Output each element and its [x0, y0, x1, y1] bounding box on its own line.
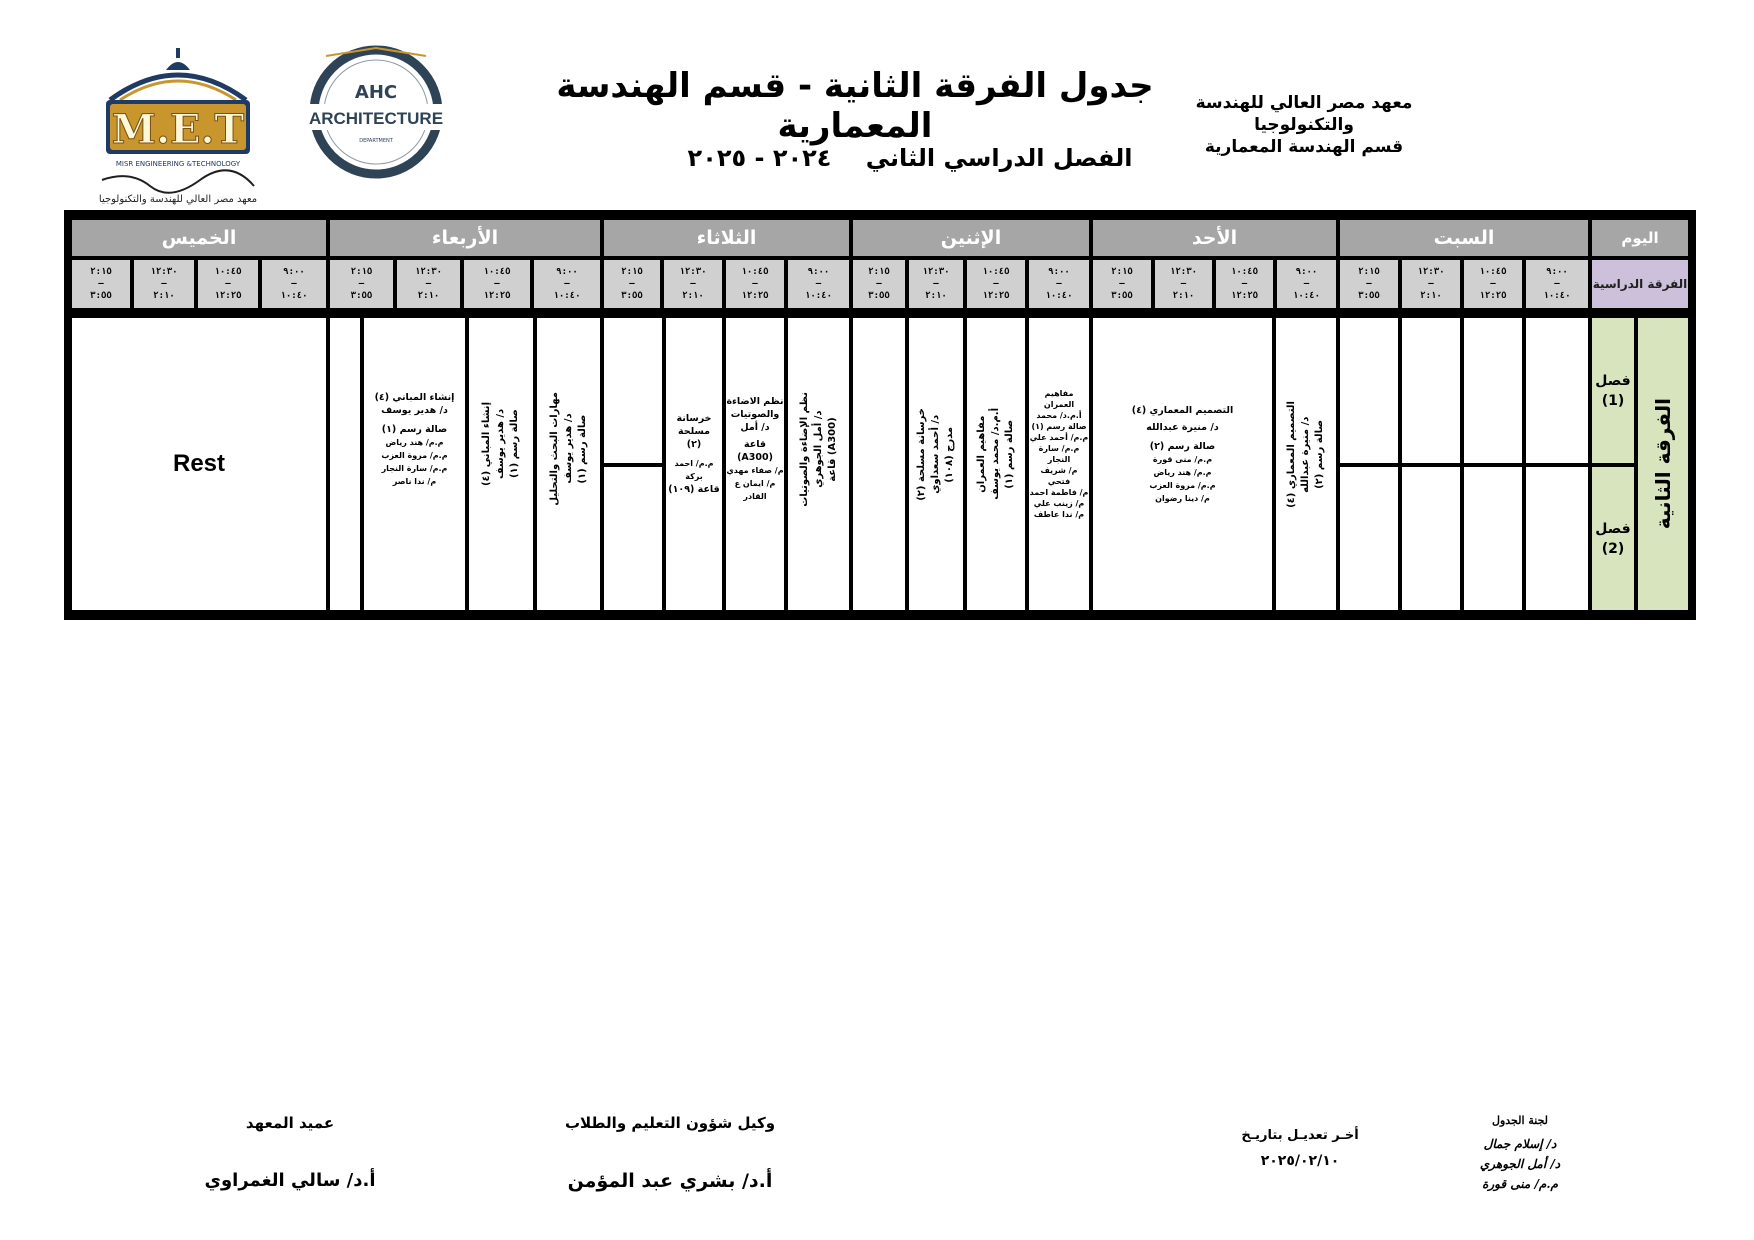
group-column-label: الفرقة الدراسية — [1592, 260, 1688, 308]
met-logo-text: M.E.T — [111, 106, 245, 153]
section-2-label: فصل (2) — [1592, 467, 1634, 610]
arch-sub: DEPARTMENT — [359, 138, 393, 144]
page-title: جدول الفرقة الثانية - قسم الهندسة المعمارية — [556, 66, 1154, 146]
met-arabic: معهد مصر العالي للهندسة والتكنولوجيا — [98, 194, 258, 205]
rest-label: Rest — [172, 450, 226, 477]
day-header-wednesday: الأربعاء — [330, 220, 600, 256]
committee-title: لجنة الجدول — [1491, 1114, 1549, 1127]
arch-mark: AHC — [354, 82, 398, 103]
last-modified-block — [1180, 1128, 1420, 1169]
institute-name — [1154, 92, 1454, 158]
schedule-cell-empty — [1402, 467, 1460, 610]
vice-dean-title: وكيل شؤون التعليم والطلاب — [564, 1114, 776, 1132]
rest-cell — [72, 318, 326, 610]
time-slot: ١٢:٣٠ — ٢:١٠ — [1155, 260, 1212, 308]
time-slot: ١٠:٤٥ — ١٢:٢٥ — [1464, 260, 1522, 308]
dean-name: أ.د/ سالي الغمراوي — [204, 1170, 376, 1191]
semester-label: الفصل الدراسي الثاني — [865, 144, 1133, 172]
time-slot: ١٠:٤٥ — ١٢:٢٥ — [967, 260, 1025, 308]
time-slot: ٩:٠٠ — ١٠:٤٠ — [1526, 260, 1588, 308]
day-header-saturday: السبت — [1340, 220, 1588, 256]
schedule-cell-empty — [1340, 467, 1398, 610]
committee-block — [1440, 1114, 1600, 1191]
day-header-thursday: الخميس — [72, 220, 326, 256]
met-logo — [90, 30, 266, 206]
lecture-building-construction-vertical: إنشاء المباني (٤) د/ هدير يوسف صالة رسم (١) — [469, 318, 533, 610]
schedule-cell-empty — [1526, 318, 1588, 463]
day-header-sunday: الأحد — [1093, 220, 1336, 256]
time-slot: ١٢:٣٠ — ٢:١٠ — [664, 260, 722, 308]
lecture-building-construction: إنشاء المباني (٤) د/ هدير يوسف صالة رسم (١) م.م/ هند رياض م.م/ مروة العزب م.م/ سارة النجار م/ ندا ناصر — [364, 318, 465, 610]
time-slot: ١٠:٤٥ — ١٢:٢٥ — [1216, 260, 1273, 308]
time-slot: ٩:٠٠ — ١٠:٤٠ — [534, 260, 600, 308]
schedule-cell-empty — [330, 318, 360, 610]
schedule-cell-empty — [853, 318, 905, 610]
committee-member: م.م/ منى قورة — [1482, 1177, 1558, 1191]
time-slot: ١٢:٣٠ — ٢:١٠ — [1402, 260, 1460, 308]
time-slot: ١٠:٤٥ — ١٢:٢٥ — [726, 260, 784, 308]
last-modified-date: ٢٠٢٥/٠٢/١٠ — [1260, 1153, 1340, 1169]
institute-line2: قسم الهندسة المعمارية — [1204, 137, 1404, 157]
lecture-research-skills: مهارات البحث والتحليل د/ هدير يوسف صالة رسم (١) — [537, 318, 600, 610]
schedule-cell-empty — [604, 318, 662, 463]
time-slot: ١٢:٣٠ — ٢:١٠ — [909, 260, 963, 308]
time-slot: ٩:٠٠ — ١٠:٤٠ — [1029, 260, 1089, 308]
dean-title: عميد المعهد — [245, 1114, 335, 1132]
schedule-cell-empty — [1464, 318, 1522, 463]
schedule-cell-empty — [1402, 318, 1460, 463]
vice-dean-block — [500, 1114, 840, 1192]
time-slot: ١٠:٤٥ — ١٢:٢٥ — [198, 260, 258, 308]
lecture-lighting-acoustics-vertical: نظم الإضاءة والصوتيات د/ أمل الجوهري قاعة (A300) — [788, 318, 849, 610]
time-slot: ٢:١٥ — ٣:٥٥ — [604, 260, 660, 308]
time-slot: ٢:١٥ — ٣:٥٥ — [72, 260, 130, 308]
academic-years: ٢٠٢٤ - ٢٠٢٥ — [687, 144, 832, 172]
vice-dean-name: أ.د/ بشري عبد المؤمن — [567, 1170, 773, 1192]
schedule-cell-empty — [604, 467, 662, 610]
day-header-monday: الإثنين — [853, 220, 1089, 256]
day-header-tuesday: الثلاثاء — [604, 220, 849, 256]
last-modified-label: أخـر تعديـل بتاريـخ — [1241, 1128, 1359, 1143]
time-slot: ٢:١٥ — ٣:٥٥ — [853, 260, 905, 308]
time-slot: ٩:٠٠ — ١٠:٤٠ — [788, 260, 849, 308]
institute-line1: معهد مصر العالي للهندسة والتكنولوجيا — [1195, 93, 1413, 135]
time-slot: ١٢:٣٠ — ٢:١٠ — [397, 260, 460, 308]
architecture-logo — [286, 40, 466, 180]
arch-text: ARCHITECTURE — [308, 109, 444, 128]
lecture-urban-concepts: مفاهيم العمران أ.م.د/ محمد صالة رسم (١) م.م/ أحمد علي م.م/ سارة النجار م/ شريف فتحي م/ فاطمة احمد م/ زينب علي م/ ندا عاطف — [1029, 318, 1089, 610]
committee-member: د/ إسلام جمال — [1483, 1137, 1557, 1151]
time-slot: ٩:٠٠ — ١٠:٤٠ — [262, 260, 326, 308]
semester-line — [660, 144, 1160, 172]
committee-member: د/ أمل الجوهري — [1479, 1157, 1561, 1171]
schedule-cell-empty — [1340, 318, 1398, 463]
met-tagline: MISR ENGINEERING &TECHNOLOGY — [115, 160, 241, 168]
lecture-architectural-design: التصميم المعماري (٤) د/ منيرة عبدالله صالة رسم (٢) م.م/ منى قورة م.م/ هند رياض م.م/ مروة العزب م/ دينا رضوان — [1093, 318, 1272, 610]
dean-block — [170, 1114, 410, 1191]
time-slot: ٩:٠٠ — ١٠:٤٠ — [1277, 260, 1336, 308]
schedule-cell-empty — [1526, 467, 1588, 610]
schedule-cell-empty — [1464, 467, 1522, 610]
timetable — [64, 210, 1696, 620]
lecture-architectural-design-vertical: التصميم المعماري (٤) د/ منيرة عبدالله صالة رسم (٢) — [1276, 318, 1336, 610]
day-column-label: اليوم — [1592, 220, 1688, 256]
time-slot: ١٢:٣٠ — ٢:١٠ — [134, 260, 194, 308]
lecture-urban-concepts-vertical: مفاهيم العمران أ.م.د/ محمد يوسف صالة رسم (١) — [967, 318, 1025, 610]
section-1-label: فصل (1) — [1592, 318, 1634, 463]
time-slot: ٢:١٥ — ٣:٥٥ — [330, 260, 393, 308]
lecture-reinforced-concrete: خرسانة مسلحة (٢) م.م/ احمد بركة قاعة (١٠٩) — [666, 318, 722, 610]
time-slot: ١٠:٤٥ — ١٢:٢٥ — [464, 260, 530, 308]
lecture-reinforced-concrete-vertical: خرسانة مسلحة (٢) د/ أحمد سعداوي مدرج (١٠٨) — [909, 318, 963, 610]
time-slot: ٢:١٥ — ٣:٥٥ — [1093, 260, 1151, 308]
lecture-lighting-acoustics: نظم الاضاءة والصوتيات د/ أمل قاعة (A300) م/ صفاء مهدي م/ ايمان ع القادر — [726, 318, 784, 610]
time-slot: ٢:١٥ — ٣:٥٥ — [1340, 260, 1398, 308]
year-label: الفرقة الثانية — [1638, 318, 1688, 610]
